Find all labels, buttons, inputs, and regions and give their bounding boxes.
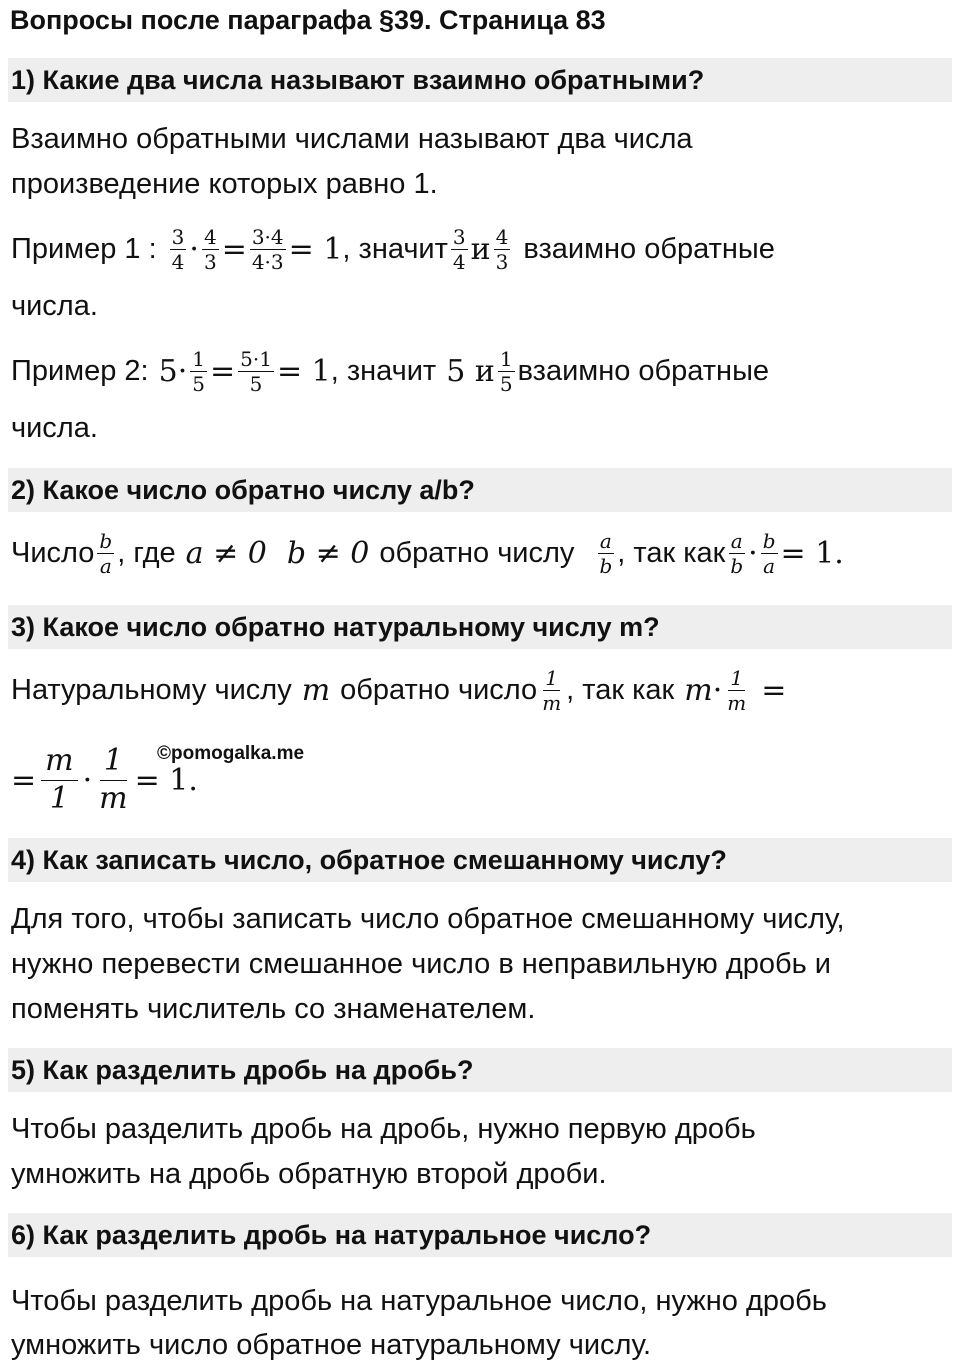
q1-example-1-tail: числа. <box>11 290 98 322</box>
fraction: $\frac{1}{5}$ <box>499 347 513 396</box>
fraction: $\frac{b}{a}$ <box>762 529 776 578</box>
question-6-heading: 6) Как разделить дробь на натуральное число? <box>8 1213 952 1257</box>
equals-sign: = <box>209 354 236 389</box>
q5-answer-line-1: Чтобы разделить дробь на дробь, нужно первую дробь <box>11 1113 756 1145</box>
watermark: ©pomogalka.me <box>157 743 305 764</box>
q1-answer-line-2: произведение которых равно 1. <box>11 168 438 200</box>
fraction: $\frac{a}{b}$ <box>730 529 744 578</box>
q6-answer-line-1: Чтобы разделить дробь на натуральное число, нужно дробь <box>11 1285 827 1317</box>
equals-one: = 1 <box>288 232 343 267</box>
fraction: $\frac{4}{3}$ <box>495 225 509 274</box>
q1-example-1 <box>11 226 775 273</box>
fraction: $\frac{a}{b}$ <box>599 529 613 578</box>
page-title: Вопросы после параграфа §39. Страница 83 <box>10 5 606 35</box>
text-znachit: , значит <box>330 355 437 387</box>
text-obratno: обратно число <box>340 674 538 706</box>
q2-answer <box>11 530 844 577</box>
five-and: 5 и <box>446 354 495 389</box>
q4-answer-line-2: нужно перевести смешанное число в неправильную дробь и <box>11 948 832 980</box>
equals-sign: = <box>221 232 247 267</box>
q1-answer-line-1: Взаимно обратными числами называют два числа <box>11 123 693 155</box>
question-1-heading: 1) Какие два числа называют взаимно обратными? <box>8 58 952 102</box>
fraction: $\frac{5\cdot 1}{5}$ <box>240 347 272 396</box>
q6-answer-line-2: умножить число обратное натуральному числу. <box>11 1329 652 1361</box>
text-gde: , где <box>117 537 176 569</box>
fraction: $\frac{1}{m}$ <box>99 743 128 816</box>
question-5-heading: 5) Как разделить дробь на дробь? <box>8 1048 952 1092</box>
dot-operator: · <box>82 762 93 798</box>
condition-a: a ≠ 0 <box>185 536 267 571</box>
equals-one: = 1. <box>780 536 844 571</box>
q4-answer-line-3: поменять числитель со знаменателем. <box>11 993 536 1025</box>
text-tak-kak: , так как <box>617 537 726 569</box>
text-tail: взаимно обратные <box>517 355 770 387</box>
question-4-heading: 4) Как записать число, обратное смешанному числу? <box>8 838 952 882</box>
q5-answer-line-2: умножить на дробь обратную второй дроби. <box>11 1158 607 1190</box>
equals-one: = 1 <box>276 354 331 389</box>
text-obratno: обратно числу <box>379 537 575 569</box>
question-2-heading: 2) Какое число обратно числу a/b? <box>8 468 952 512</box>
fraction: $\frac{m}{1}$ <box>41 744 77 816</box>
fraction: $\frac{1}{5}$ <box>192 347 205 396</box>
text-tak-kak: , так как <box>566 674 675 706</box>
equals-one: = 1. <box>134 762 198 798</box>
fraction: $\frac{3}{4}$ <box>452 225 466 274</box>
dot-operator: · <box>177 354 188 389</box>
q3-answer-line-1 <box>11 667 786 714</box>
q1-example-2-tail: числа. <box>11 412 98 444</box>
example-1-label: Пример 1 : <box>11 233 157 265</box>
conjunction: и <box>470 232 491 267</box>
text-nat: Натуральному числу <box>11 674 292 706</box>
variable-m: m <box>684 673 713 708</box>
fraction: $\frac{3\cdot 4}{4\cdot 3}$ <box>251 225 284 274</box>
text-tail: взаимно обратные <box>523 233 775 265</box>
fraction: $\frac{b}{a}$ <box>99 529 113 578</box>
example-2-label: Пример 2: <box>11 355 149 387</box>
variable-m: m <box>301 673 331 708</box>
fraction: $\frac{4}{3}$ <box>203 225 217 274</box>
q1-example-2 <box>11 348 769 395</box>
dot-operator: · <box>189 232 199 267</box>
dot-operator: · <box>748 536 758 571</box>
fraction: $\frac{1}{m}$ <box>727 666 747 715</box>
text-znachit: , значит <box>342 233 448 265</box>
word-chislo: Число <box>11 537 95 569</box>
q4-answer-line-1: Для того, чтобы записать число обратное смешанному числу, <box>11 903 845 935</box>
fraction: $\frac{3}{4}$ <box>171 225 185 274</box>
equals-sign: = <box>761 673 787 708</box>
equals-sign: = <box>11 762 37 798</box>
question-3-heading: 3) Какое число обратно натуральному числу m? <box>8 605 952 649</box>
fraction: $\frac{1}{m}$ <box>542 666 562 715</box>
dot-operator: · <box>712 673 723 708</box>
number-five: 5 <box>158 354 178 389</box>
condition-b: b ≠ 0 <box>286 536 370 571</box>
